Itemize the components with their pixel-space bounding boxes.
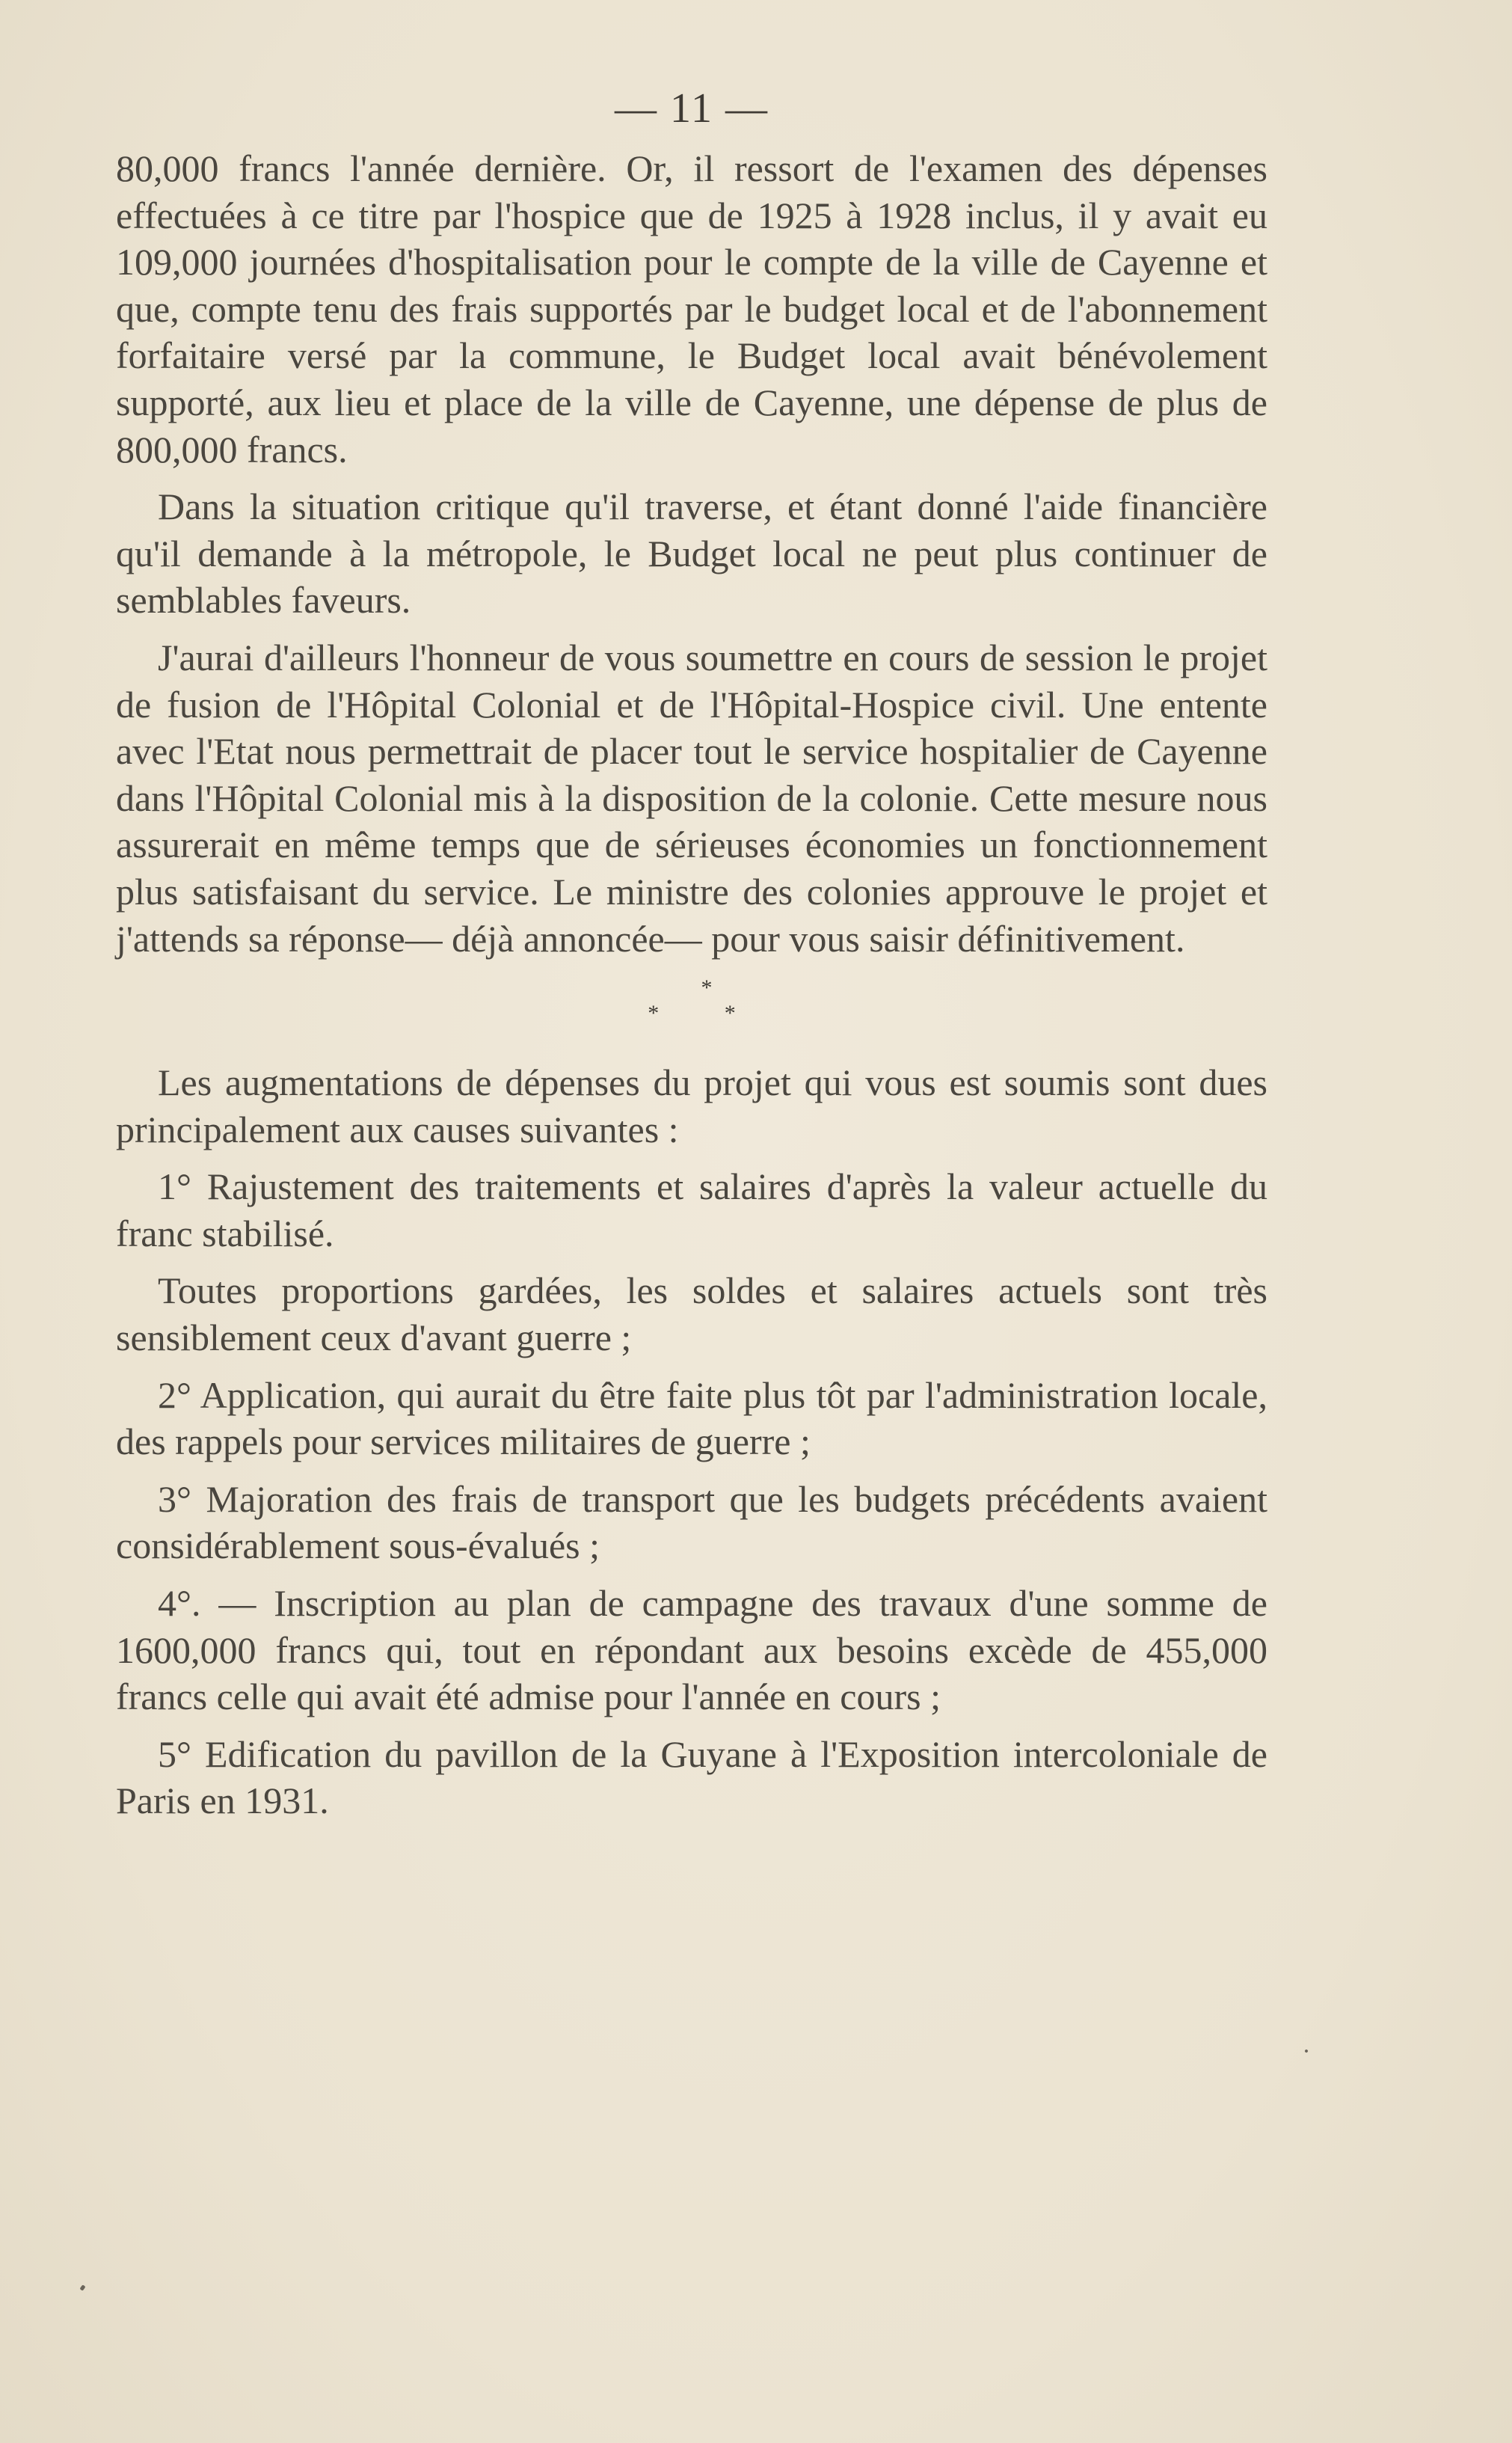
paper-speck (79, 2284, 85, 2291)
paragraph-expense-causes: Les augmentations de dépenses du projet qui vous est soumis sont dues principalement aux causes suivantes : (116, 1061, 1267, 1150)
list-item-cause-2: 2° Application, qui aurait du être faite plus tôt par l'administration locale, des rappels pour services militaires de guerre ; (116, 1373, 1267, 1463)
paragraph-hospice-expenses: 80,000 francs l'année dernière. Or, il ressort de l'examen des dépenses effectuées à ce titre par l'hospice que de 1925 à 1928 inclus, il y avait eu 109,000 journées d'hospitalisation pour le compte de la ville de Cayenne et que, compte tenu des frais supportés par le budget local et de l'abonnement forfaitaire versé par la commune, le Budget local avait bénévolement supporté, aux lieu et place de la ville de Cayenne, une dépense de plus de 800,000 francs. (116, 147, 1267, 470)
list-item-cause-3: 3° Majoration des frais de transport que les budgets précédents avaient considérablement sous-évalués ; (116, 1477, 1267, 1567)
page-text (116, 82, 1267, 1835)
paragraph-hospital-merger: J'aurai d'ailleurs l'honneur de vous soumettre en cours de session le projet de fusion de l'Hôpital Colonial et de l'Hôpital-Hospice civil. Une entente avec l'Etat nous permettrait de placer tout le service hospitalier de Cayenne dans l'Hôpital Colonial mis à la disposition de la colonie. Cette mesure nous assurerait en même temps que de sérieuses économies un fonctionnement plus satisfaisant du service. Le ministre des colonies approuve le projet et j'attends sa réponse— déjà annoncée— pour vous saisir définitivement. (116, 636, 1267, 960)
paragraph-critical-situation: Dans la situation critique qu'il traverse, et étant donné l'aide financière qu'il demande à la métropole, le Budget local ne peut plus continuer de semblables faveurs. (116, 485, 1267, 622)
paper-speck (1304, 2049, 1309, 2053)
separator-bottom-stars: * * (648, 1001, 766, 1026)
section-separator (116, 972, 1267, 1044)
list-item-cause-1: 1° Rajustement des traitements et salaires d'après la valeur actuelle du franc stabilisé. (116, 1165, 1267, 1254)
separator-top-star: * (701, 975, 713, 1001)
page-number: — 11 — (615, 85, 769, 132)
paragraph-proportions: Toutes proportions gardées, les soldes et salaires actuels sont très sensiblement ceux d'avant guerre ; (116, 1269, 1267, 1359)
list-item-cause-4: 4°. — Inscription au plan de campagne des travaux d'une somme de 1600,000 francs qui, tout en répondant aux besoins excède de 455,000 francs celle qui avait été admise pour l'année en cours ; (116, 1582, 1267, 1718)
list-item-cause-5: 5° Edification du pavillon de la Guyane à l'Exposition intercoloniale de Paris en 1931. (116, 1732, 1267, 1822)
